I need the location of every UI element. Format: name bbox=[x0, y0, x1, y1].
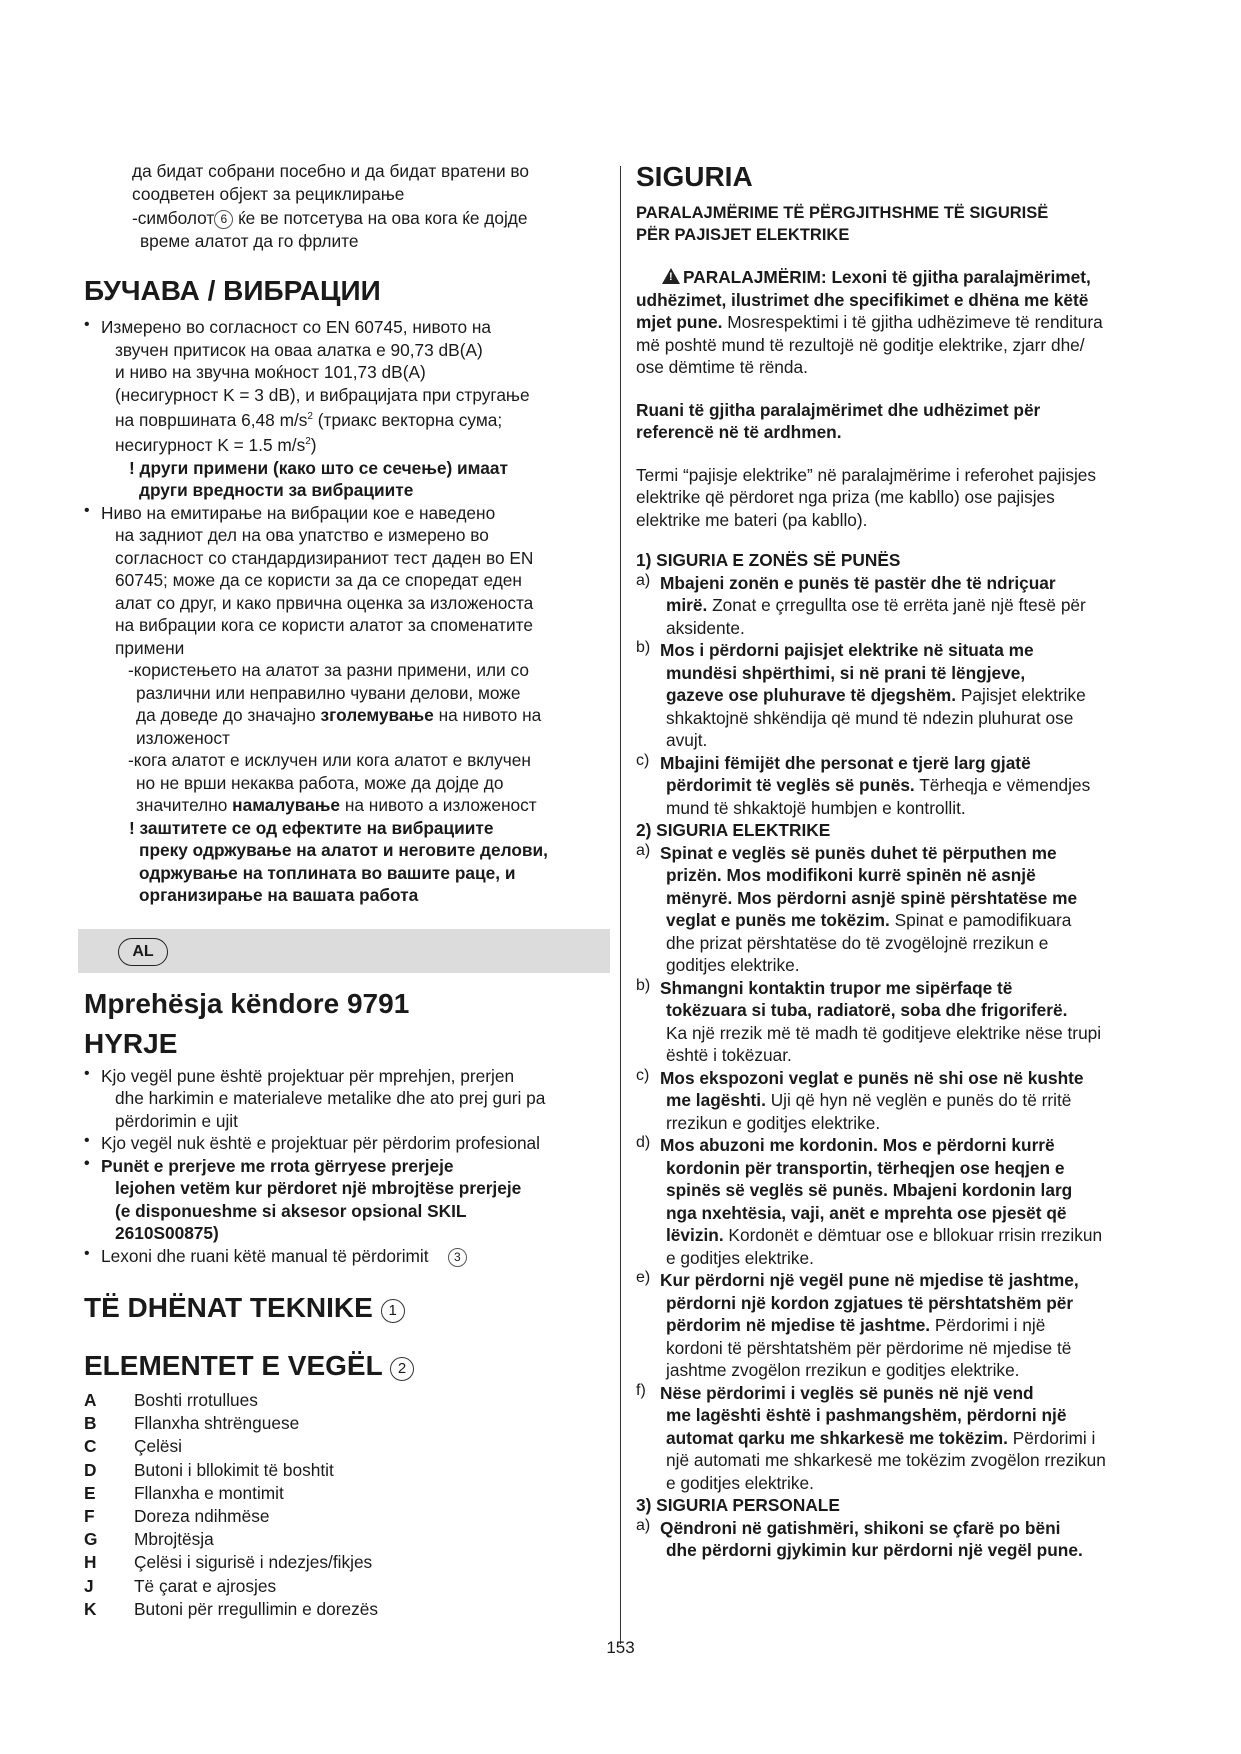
noise-heading: БУЧАВА / ВИБРАЦИИ bbox=[84, 275, 381, 306]
product-title: Mprehësja këndore 9791 bbox=[84, 987, 410, 1019]
intro-bullet-3: • Punët e prerjeve me rrota gërryese prerjeje lejohen vetëm kur përdoret një mbrojtëse prerjeje (e disponueshme si aksesor opsional SKIL 2610S00875) bbox=[84, 1155, 604, 1245]
part-label: Butoni i bllokimit të boshtit bbox=[134, 1459, 334, 1480]
part-row bbox=[84, 1412, 604, 1435]
parts-list bbox=[84, 1389, 604, 1621]
safety-rules bbox=[636, 549, 1156, 1562]
safety-rule-s2d: d) Mos abuzoni me kordonin. Mos e përdorni kurrë kordonin për transportin, tërheqjen ose heqjen e spinës së veglës së punës. Mbajeni kordonin larg nga nxehtësia, vaji, anët e mprehta ose pjesët që lëvizin. Kordonët e dëmtuar ose e bllokuar rrisin rrezikun e goditjes elektrike. bbox=[636, 1134, 1103, 1268]
keep-instructions: Ruani të gjitha paralajmërimet dhe udhëzimet për referencë në të ardhmen. bbox=[636, 399, 1041, 442]
part-row bbox=[84, 1389, 604, 1412]
part-label: Boshti rrotullues bbox=[134, 1390, 258, 1411]
part-row bbox=[84, 1435, 604, 1458]
part-label: Çelësi bbox=[134, 1436, 183, 1457]
language-badge: AL bbox=[118, 938, 168, 966]
part-key: B bbox=[84, 1413, 97, 1434]
dash-item-1: -користењето на алатот за разни примени, или со различни или неправилно чувани делови, може да доведе до значајно зголемување на нивото на изложеност bbox=[128, 660, 542, 748]
part-row bbox=[84, 1575, 604, 1598]
part-key: D bbox=[84, 1459, 97, 1480]
part-label: Fllanxha e montimit bbox=[134, 1482, 284, 1503]
part-key: E bbox=[84, 1482, 96, 1503]
intro-bullet-2: • Kjo vegël nuk është e projektuar për përdorim profesional bbox=[84, 1132, 604, 1155]
part-key: F bbox=[84, 1506, 95, 1527]
left-column bbox=[84, 160, 604, 1621]
symbol-line: -симболот 6 ќе ве потсетува на ова кога ќе дојде bbox=[132, 208, 528, 228]
figure-3-icon: 3 bbox=[448, 1248, 467, 1267]
intro-bullet-4: • Lexoni dhe ruani këtë manual të përdorimit 3 bbox=[84, 1245, 604, 1268]
language-bar bbox=[78, 929, 610, 973]
part-key: C bbox=[84, 1436, 97, 1457]
section-heading: 2) SIGURIA ELEKTRIKE bbox=[636, 820, 831, 840]
safety-rule-s2f: f) Nëse përdorimi i veglës së punës në një vend me lagështi është i pashmangshëm, përdorni një automat qarku me shkarkesë me tokëzim. Përdorimi i një automati me shkarkesë me tokëzim zvogëlon rrezikun e goditjes elektrike. bbox=[636, 1381, 1106, 1493]
part-key: J bbox=[84, 1575, 94, 1596]
safety-rule-s2c: c) Mos ekspozoni veglat e punës në shi ose në kushte me lagështi. Uji që hyn në veglën e punës do të rritë rrezikun e goditjes elektrike. bbox=[636, 1066, 1084, 1133]
tech-heading: TË DHËNAT TEKNIKE 1 bbox=[84, 1291, 604, 1325]
part-key: H bbox=[84, 1552, 97, 1573]
part-label: Doreza ndihmëse bbox=[134, 1506, 270, 1527]
safety-rule-s1a: a) Mbajeni zonën e punës të pastër dhe të ndriçuar mirë. Zonat e çrregullta ose të errëta janë një ftesë për aksidente. bbox=[636, 571, 1086, 638]
warning-triangle-icon: ! bbox=[662, 268, 680, 284]
part-row bbox=[84, 1551, 604, 1574]
part-key: A bbox=[84, 1390, 97, 1411]
part-label: Fllanxha shtrënguese bbox=[134, 1413, 300, 1434]
section-heading: 3) SIGURIA PERSONALE bbox=[636, 1495, 840, 1515]
safety-rule-s2e: e) Kur përdorni një vegël pune në mjedise të jashtme, përdorni një kordon zgjatues të përshtatshëm për përdorim në mjedise të jashtme. Përdorimi i një kordoni të përshtatshëm për përdorime në mjedise të jashtme zvogëlon rrezikun e goditjes elektrike. bbox=[636, 1269, 1079, 1380]
part-row bbox=[84, 1505, 604, 1528]
part-label: Mbrojtësja bbox=[134, 1529, 214, 1550]
noise-bullet-2: • Ниво на емитирање на вибрации кое е наведено на задниот дел на ова упатство е измерено во согласност со стандардизираниот тест даден во EN 60745; може да се користи за да се споредат еден алат со друг, и како првична оценка за изложеноста на вибрации кога се користи алатот за споменатите примени bbox=[84, 502, 604, 660]
warning-block: ! PARALAJMËRIM: Lexoni të gjitha paralajmërimet, udhëzimet, ilustrimet dhe specifikimet e dhëna me këtë mjet pune. Mosrespektimi i të gjitha udhëzimeve të renditura më poshtë mund të rezultojë në goditje elektrike, zjarr dhe/ ose dëmtime të rënda. bbox=[636, 267, 1103, 377]
noise-bullet-1: • Измерено во согласност со EN 60745, нивото на звучен притисок на оваа алатка е 90,73 dB(A) и ниво на звучна моќност 101,73 dB(A) (несигурност K = 3 dB), и вибрацијата при стругање на површината 6,48 $m/s^2$ (триакс векторна сума; несигурност K = 1.5 $m/s^2$) bbox=[84, 316, 604, 457]
part-label: Të çarat e ajrosjes bbox=[134, 1575, 277, 1596]
term-definition: Termi “pajisje elektrike” në paralajmërime i referohet pajisjes elektrike që përdoret nga priza (me kabllo) ose pajisjes elektrike me bateri (pa kabllo). bbox=[636, 464, 1097, 530]
page-number: 153 bbox=[606, 1638, 635, 1657]
safety-rule-s1c: c) Mbajini fëmijët dhe personat e tjerë larg gjatë përdorimit të veglës së punës. Tërheqja e vëmendjes mund të shkaktojë humbjen e kontrollit. bbox=[636, 751, 1091, 818]
part-row bbox=[84, 1459, 604, 1482]
part-row bbox=[84, 1528, 604, 1551]
safety-rule-s2b: b) Shmangni kontaktin trupor me sipërfaqe të tokëzuara si tuba, radiatorë, soba dhe frigoriferë. Ka një rrezik më të madh të goditjeve elektrike nëse trupi është i tokëzuar. bbox=[636, 976, 1102, 1065]
safety-heading: SIGURIA bbox=[636, 161, 753, 192]
part-row bbox=[84, 1482, 604, 1505]
intro-bullet-1: • Kjo vegël pune është projektuar për mprehjen, prerjen dhe harkimin e materialeve metalike dhe ato prej guri pa përdorimin e ujit bbox=[84, 1065, 604, 1133]
part-label: Çelësi i sigurisë i ndezjes/fikjes bbox=[134, 1552, 373, 1573]
column-divider bbox=[620, 166, 621, 1644]
safety-rule-s2a: a) Spinat e veglës së punës duhet të përputhen me prizën. Mos modifikoni kurrë spinën në asnjë mënyrë. Mos përdorni asnjë spinë përshtatëse me veglat e punës me tokëzim. Spinat e pamodifikuara dhe prizat përshtatëse do të zvogëlojnë rrezikun e goditjes elektrike. bbox=[636, 841, 1078, 975]
safety-rule-s3a: a) Qëndroni në gatishmëri, shikoni se çfarë po bëni dhe përdorni gjykimin kur përdorni një vegël pune. bbox=[636, 1516, 1083, 1560]
part-label: Butoni për rregullimin e dorezës bbox=[134, 1598, 378, 1619]
part-key: G bbox=[84, 1529, 98, 1550]
symbol-6-icon: 6 bbox=[214, 210, 233, 229]
figure-2-icon: 2 bbox=[390, 1357, 414, 1381]
intro-heading: HYRJE bbox=[84, 1027, 178, 1059]
noise-note-2: ! заштитете се од ефектите на вибрациите преку одржување на алатот и неговите делови, одржување на топлината во вашите раце, и организирање на вашата работа bbox=[129, 817, 548, 906]
part-row bbox=[84, 1598, 604, 1621]
safety-rule-s1b: b) Mos i përdorni pajisjet elektrike në situata me mundësi shpërthimi, si në prani të lëngjeve, gazeve ose pluhurave të djegshëm. Pajisjet elektrike shkaktojnë shkëndija që mund të ndezin pluhurat ose avujt. bbox=[636, 639, 1086, 750]
dash-item-2: -кога алатот е исклучен или кога алатот е вклучен но не врши некаква работа, може да дојде до значително намалување на нивото а изложеност bbox=[128, 750, 537, 816]
noise-note-1: ! други примени (како што се сечење) имаат други вредности за вибрациите bbox=[129, 457, 508, 501]
part-key: K bbox=[84, 1598, 97, 1619]
right-column: SIGURIA PARALAJMËRIME TË PËRGJITHSHME TË SIGURISË PËR PAJISJET ELEKTRIKE ! PARALAJMËRIM: Lexoni të gjitha paralajmërimet, udhëzimet, ilustrimet dhe specifikimet e dhëna me këtë mjet pune. Mosrespektimi i të gjitha udhëzimeve të renditura më poshtë mund të rezultojë në goditje elektrike, zjarr dhe/ ose dëmtime të rënda. Ruani të gjitha paralajmërimet dhe udhëzimet për referencë në të ardhmen. Termi “pajisje elektrike” në paralajmërime i referohet pajisjes elektrike që përdoret nga priza (me kabllo) ose pajisjes elektrike me bateri (pa kabllo). 1) SIGURIA E ZONËS SË PUNËS a) Mbajeni zonën e punës të pastër dhe të ndriçuar mirë. Zonat e çrregullta ose të errëta janë një ftesë për aksidente. b) Mos i përdorni pajisjet elektrike në situata me mundësi shpërthimi, si në prani të lëngjeve, gazeve ose pluhurave të djegshëm. Pajisjet elektrike shkaktojnë shkëndija që mund të ndezin pluhurat ose avujt. c) Mbajini fëmijët dhe personat e tjerë larg gjatë përdorimit të veglës së punës. Tërheqja e vëmendjes mund të shkaktojë humbjen e kontrollit. 2) SIGURIA ELEKTRIKE a) Spinat e veglës së punës duhet të përputhen me prizën. Mos modifikoni kurrë spinën në asnjë mënyrë. Mos përdorni asnjë spinë përshtatëse me veglat e punës me tokëzim. Spinat e pamodifikuara dhe prizat përshtatëse do të zvogëlojnë rrezikun e goditjes elektrike. b) Shmangni kontaktin trupor me sipërfaqe të tokëzuara si tuba, radiatorë, soba dhe frigoriferë. Ka një rrezik më të madh të goditjeve elektrike nëse trupi është i tokëzuar. c) Mos ekspozoni veglat e punës në shi ose në kushte me lagështi. Uji që hyn në veglën e punës do të rritë rrezikun e goditjes elektrike. d) Mos abuzoni me kordonin. Mos e përdorni kurrë kordonin për transportin, tërheqjen ose heqjen e spinës së veglës së punës. Mbajeni kordonin larg nga nxehtësia, vaji, anët e mprehta ose pjesët që lëvizin. Kordonët e dëmtuar ose e bllokuar rrisin rrezikun e goditjes elektrike. e) Kur përdorni një vegël pune në mjedise të jashtme, përdorni një kordon zgjatues të përshtatshëm për përdorim në mjedise të jashtme. Përdorimi i një kordoni të përshtatshëm për përdorime në mjedise të jashtme zvogëlon rrezikun e goditjes elektrike. f) Nëse përdorimi i veglës së punës në një vend me lagështi është i pashmangshëm, përdorni një automat qarku me shkarkesë me tokëzim. Përdorimi i një automati me shkarkesë me tokëzim zvogëlon rrezikun e goditjes elektrike. 3) SIGURIA PERSONALE a) Qëndroni në gatishmëri, shikoni se çfarë po bëni dhe përdorni gjykimin kur përdorni një vegël pune. bbox=[636, 160, 1156, 1562]
elements-heading: ELEMENTET E VEGËL 2 bbox=[84, 1349, 604, 1383]
figure-1-icon: 1 bbox=[381, 1299, 405, 1323]
section-heading: 1) SIGURIA E ZONËS SË PUNËS bbox=[636, 550, 901, 570]
recycle-text: да бидат собрани посебно и да бидат вратени во соодветен објект за рециклирање -симболот 6 ќе ве потсетува на ова кога ќе дојде време алатот да го фрлите bbox=[84, 160, 604, 252]
